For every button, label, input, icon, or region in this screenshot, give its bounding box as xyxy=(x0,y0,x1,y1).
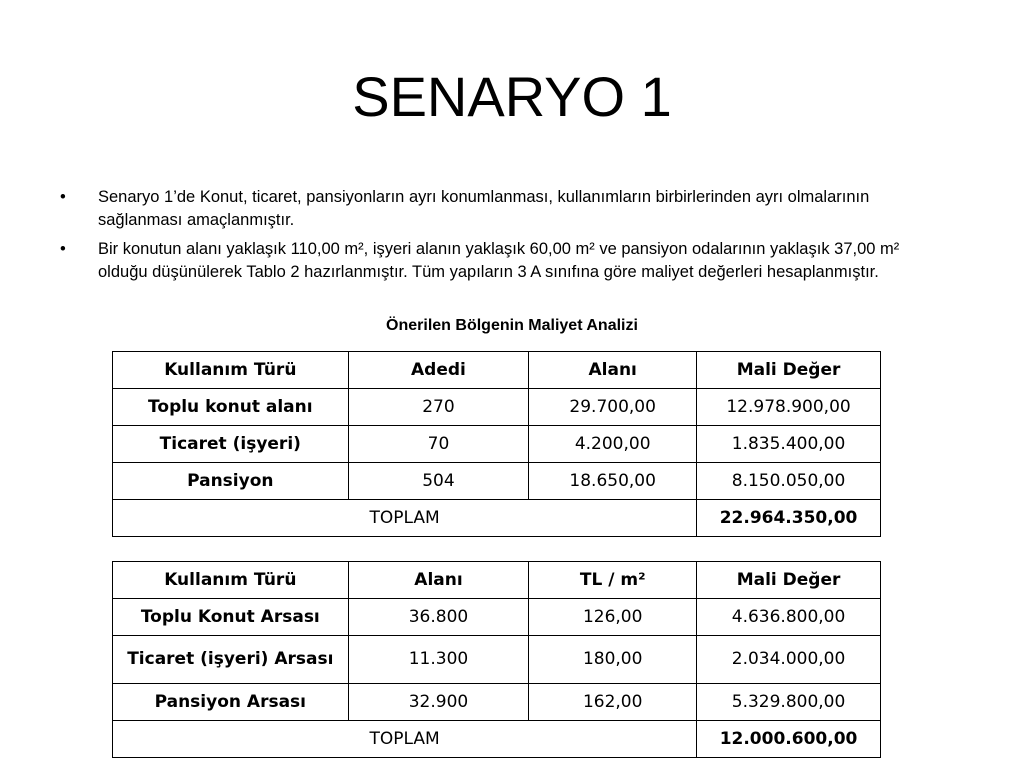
total-label: TOPLAM xyxy=(113,721,697,758)
row-label: Toplu konut alanı xyxy=(113,389,349,426)
total-label: TOPLAM xyxy=(113,500,697,537)
table-cell: 1.835.400,00 xyxy=(697,426,881,463)
table-caption: Önerilen Bölgenin Maliyet Analizi xyxy=(386,317,638,334)
table-header-row xyxy=(113,562,881,599)
table-row xyxy=(113,684,881,721)
table-cell: 504 xyxy=(348,463,529,500)
column-header: Kullanım Türü xyxy=(113,352,349,389)
table-row xyxy=(113,599,881,636)
row-label: Toplu Konut Arsası xyxy=(113,599,349,636)
table-row xyxy=(113,389,881,426)
land-cost-table xyxy=(112,561,881,758)
bullet-item xyxy=(60,238,950,284)
table-total-row xyxy=(113,500,881,537)
column-header: Adedi xyxy=(348,352,529,389)
total-value: 12.000.600,00 xyxy=(697,721,881,758)
row-label: Ticaret (işyeri) Arsası xyxy=(113,636,349,684)
table-cell: 4.636.800,00 xyxy=(697,599,881,636)
table-cell: 36.800 xyxy=(348,599,529,636)
column-header: TL / m² xyxy=(529,562,697,599)
table-total-row xyxy=(113,721,881,758)
bullet-marker: • xyxy=(60,240,66,258)
bullet-list xyxy=(60,186,950,290)
bullet-text: Senaryo 1’de Konut, ticaret, pansiyonların ayrı konumlanması, kullanımların birbirlerinden ayrı olmalarının sağlanması amaçlanmıştır. xyxy=(98,188,870,229)
column-header: Alanı xyxy=(529,352,697,389)
bullet-item xyxy=(60,186,950,232)
column-header: Mali Değer xyxy=(697,562,881,599)
table-cell: 126,00 xyxy=(529,599,697,636)
table-row xyxy=(113,463,881,500)
table-cell: 4.200,00 xyxy=(529,426,697,463)
table-cell: 11.300 xyxy=(348,636,529,684)
table-row xyxy=(113,426,881,463)
row-label: Ticaret (işyeri) xyxy=(113,426,349,463)
table-cell: 70 xyxy=(348,426,529,463)
table-header-row xyxy=(113,352,881,389)
cost-table xyxy=(112,351,881,537)
bullet-marker: • xyxy=(60,188,66,206)
column-header: Mali Değer xyxy=(697,352,881,389)
table-cell: 162,00 xyxy=(529,684,697,721)
bullet-text: Bir konutun alanı yaklaşık 110,00 m², işyeri alanın yaklaşık 60,00 m² ve pansiyon odalarının yaklaşık 37,00 m² olduğu düşünülerek Tablo 2 hazırlanmıştır. Tüm yapıların 3 A sınıfına göre maliyet değerleri hesaplanmıştır. xyxy=(98,240,900,281)
table-row xyxy=(113,636,881,684)
table-cell: 5.329.800,00 xyxy=(697,684,881,721)
table-cell: 8.150.050,00 xyxy=(697,463,881,500)
slide-title: SENARYO 1 xyxy=(352,65,672,128)
table-cell: 12.978.900,00 xyxy=(697,389,881,426)
total-value: 22.964.350,00 xyxy=(697,500,881,537)
column-header: Kullanım Türü xyxy=(113,562,349,599)
table-cell: 2.034.000,00 xyxy=(697,636,881,684)
column-header: Alanı xyxy=(348,562,529,599)
table-cell: 270 xyxy=(348,389,529,426)
table-cell: 29.700,00 xyxy=(529,389,697,426)
row-label: Pansiyon xyxy=(113,463,349,500)
table-cell: 32.900 xyxy=(348,684,529,721)
table-cell: 180,00 xyxy=(529,636,697,684)
table-cell: 18.650,00 xyxy=(529,463,697,500)
row-label: Pansiyon Arsası xyxy=(113,684,349,721)
